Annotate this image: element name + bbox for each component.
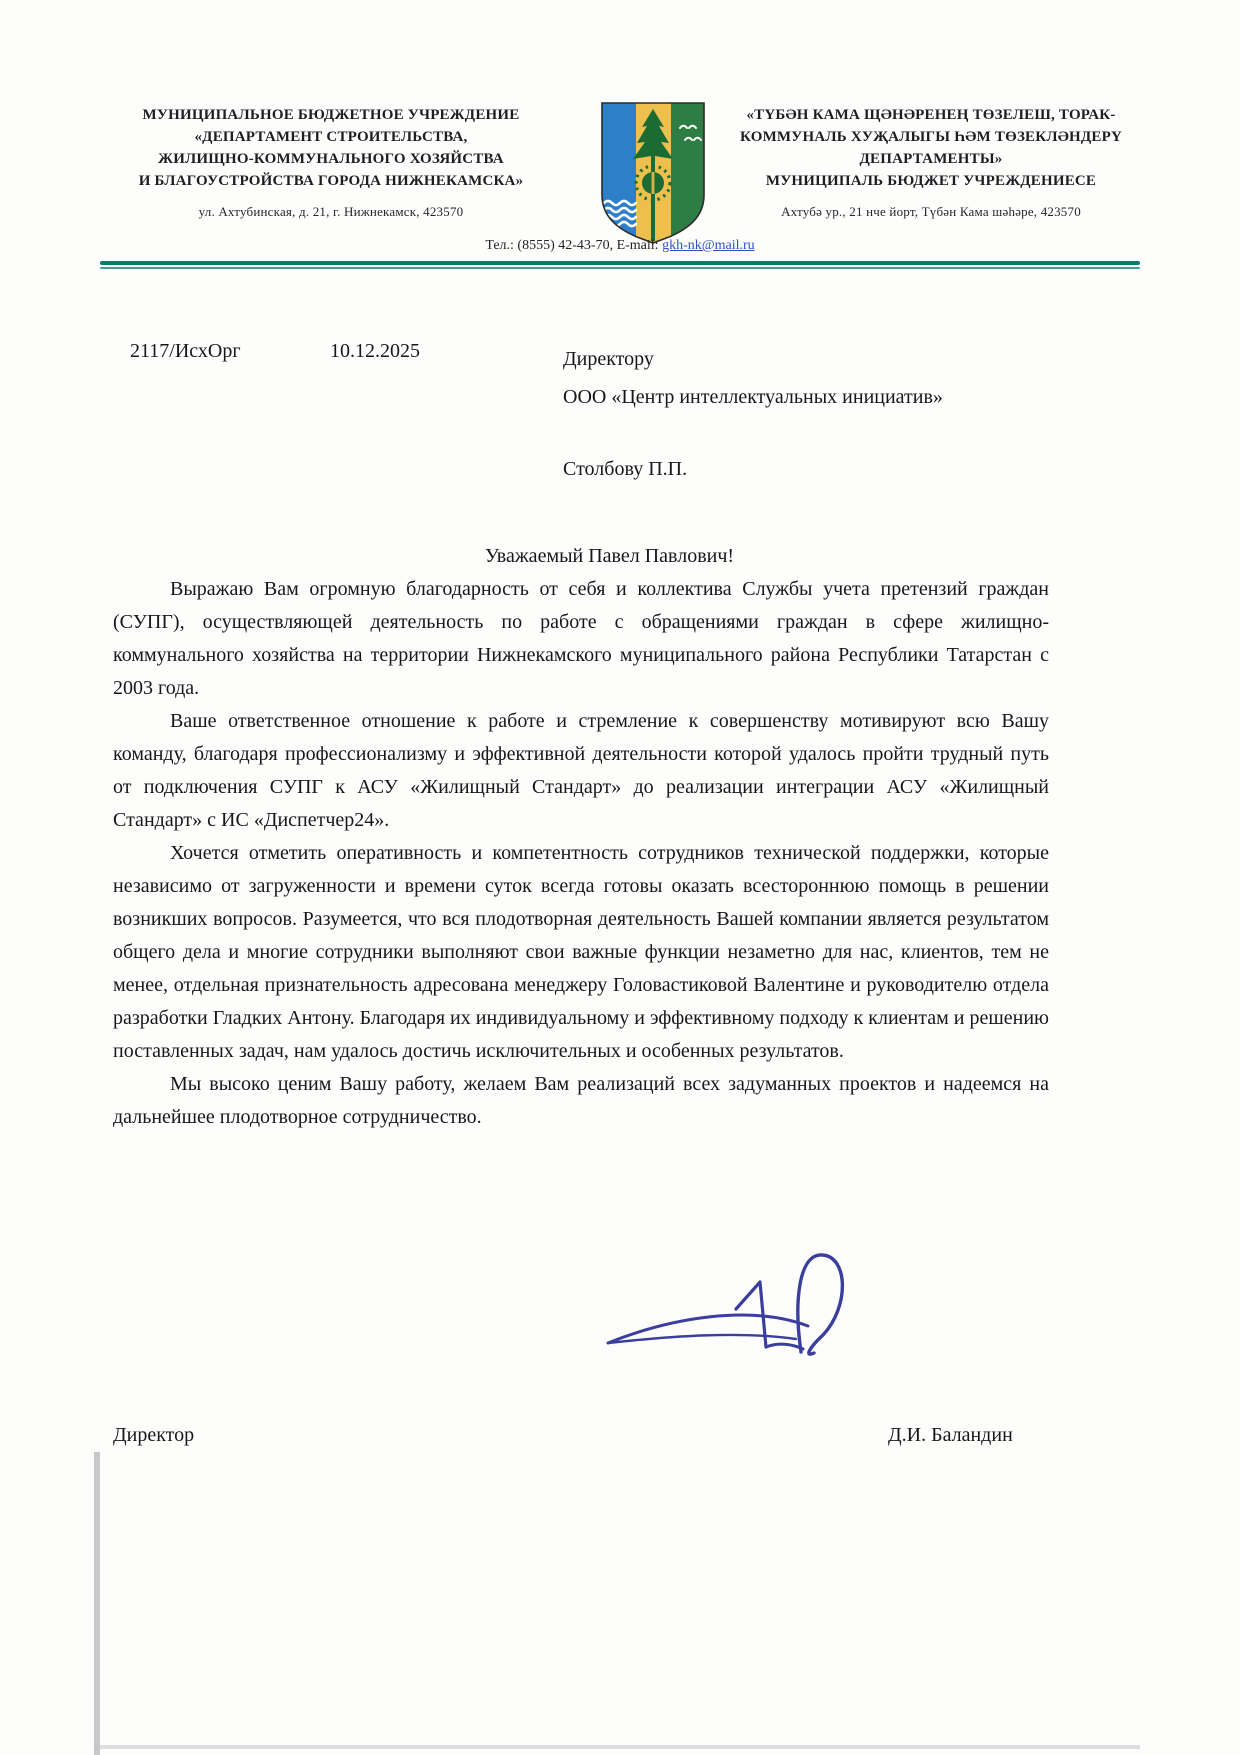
signer-title: Директор: [113, 1424, 195, 1446]
scan-artifact-horizontal: [94, 1745, 1140, 1749]
scan-artifact-vertical: [94, 1452, 100, 1755]
org-name-tatar: [697, 104, 1165, 223]
letter-body: [113, 540, 1049, 1134]
org-name-line: «ТҮБӘН КАМА ЩӘНӘРЕНЕҢ ТӨЗЕЛЕШ, ТОРАК-: [746, 107, 1116, 123]
email-link[interactable]: gkh-nk@mail.ru: [662, 238, 755, 253]
org-name-russian: [95, 104, 567, 223]
addressee-block: [563, 340, 943, 488]
letter-date: 10.12.2025: [330, 340, 420, 362]
body-paragraph: Ваше ответственное отношение к работе и стремление к совершенству мотивируют всю Вашу команду, благодаря профессионализму и эффективной деятельности которой удалось пройти трудный путь от подключения СУПГ к АСУ «Жилищный Стандарт» до реализации интеграции АСУ «Жилищный Стандарт» с ИС «Диспетчер24».: [113, 710, 1049, 831]
org-name-line: ДЕПАРТАМЕНТЫ»: [859, 151, 1003, 167]
header-divider: [100, 261, 1140, 270]
phone-label: Тел.: (8555) 42-43-70, E-mail:: [485, 238, 663, 253]
addressee-company: ООО «Центр интеллектуальных инициатив»: [563, 386, 943, 408]
org-name-line: «ДЕПАРТАМЕНТ СТРОИТЕЛЬСТВА,: [194, 129, 468, 145]
signer-name: Д.И. Баландин: [888, 1424, 1013, 1446]
salutation: Уважаемый Павел Павлович!: [484, 545, 735, 567]
org-name-line: МУНИЦИПАЛЬ БЮДЖЕТ УЧРЕЖДЕНИЕСЕ: [765, 173, 1097, 189]
addressee-title: Директору: [563, 348, 654, 370]
body-paragraph: Мы высоко ценим Вашу работу, желаем Вам реализаций всех задуманных проектов и надеемся на дальнейшее плодотворное сотрудничество.: [113, 1073, 1049, 1128]
body-paragraph: Хочется отметить оперативность и компетентность сотрудников технической поддержки, которые независимо от загруженности и времени суток всегда готовы оказать всестороннюю помощь в решении возникших вопросов. Разумеется, что вся плодотворная деятельность Вашей компании является результатом общего дела и многие сотрудники выполняют свои важные функции незаметно для нас, клиентов, тем не менее, отдельная признательность адресована менеджеру Головастиковой Валентине и руководителю отдела разработки Гладких Антону. Благодаря их индивидуальному и эффективному подходу к клиентам и решению поставленных задач, нам удалось достичь исключительных и особенных результатов.: [113, 842, 1049, 1062]
org-name-line: И БЛАГОУСТРОЙСТВА ГОРОДА НИЖНЕКАМСКА»: [138, 173, 524, 189]
coat-of-arms-icon: [597, 99, 709, 245]
org-name-line: ЖИЛИЩНО-КОММУНАЛЬНОГО ХОЗЯЙСТВА: [158, 151, 504, 167]
addressee-person: Столбову П.П.: [563, 458, 688, 480]
outgoing-number: 2117/ИсхОрг: [130, 340, 241, 362]
body-paragraph: Выражаю Вам огромную благодарность от себя и коллектива Службы учета претензий граждан (СУПГ), осуществляющей деятельность по работе с обращениями граждан в сфере жилищно-коммунального хозяйства на территории Нижнекамского муниципального района Республики Татарстан с 2003 года.: [113, 578, 1049, 699]
org-address-russian: ул. Ахтубинская, д. 21, г. Нижнекамск, 423570: [198, 204, 464, 219]
org-name-line: КОММУНАЛЬ ХУҖАЛЫГЫ ҺӘМ ТӨЗЕКЛӘНДЕРҮ: [740, 129, 1122, 145]
handwritten-signature: [600, 1246, 890, 1361]
org-address-tatar: Ахтубә ур., 21 нче йорт, Түбән Кама шәһәре, 423570: [781, 204, 1081, 219]
contact-line: [100, 238, 1140, 254]
org-name-line: МУНИЦИПАЛЬНОЕ БЮДЖЕТНОЕ УЧРЕЖДЕНИЕ: [142, 107, 520, 123]
